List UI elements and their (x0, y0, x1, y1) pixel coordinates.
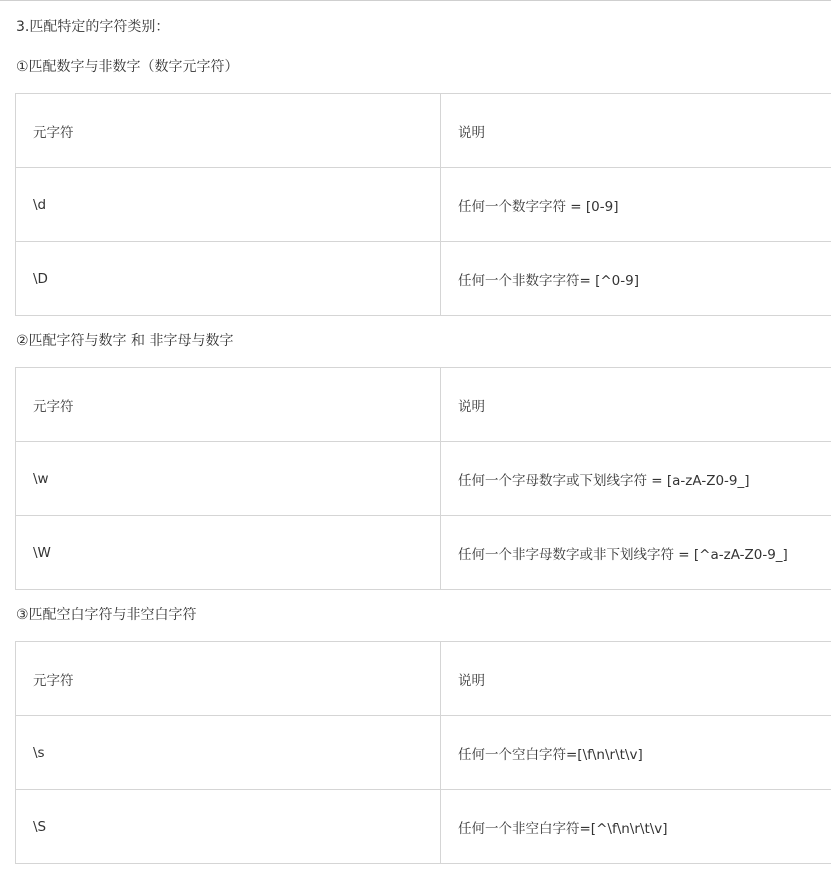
metachar-cell: \S (16, 790, 441, 864)
metachar-cell: \d (16, 168, 441, 242)
column-header-description: 说明 (441, 368, 831, 442)
table-header-row (16, 642, 831, 716)
table-row (16, 790, 831, 864)
group-heading-word-chars: ②匹配字符与数字 和 非字母与数字 (16, 333, 234, 349)
column-header-description: 说明 (441, 642, 831, 716)
metachar-cell: \W (16, 516, 441, 590)
group-heading-digits: ①匹配数字与非数字（数字元字符） (16, 59, 239, 75)
description-cell: 任何一个字母数字或下划线字符 = [a-zA-Z0-9_] (441, 442, 831, 516)
table-header-row (16, 368, 831, 442)
metachar-cell: \D (16, 242, 441, 316)
whitespace-table (15, 641, 831, 864)
table-header-row (16, 94, 831, 168)
top-divider (0, 0, 831, 1)
group-heading-whitespace: ③匹配空白字符与非空白字符 (16, 607, 197, 623)
metachar-cell: \w (16, 442, 441, 516)
column-header-description: 说明 (441, 94, 831, 168)
description-cell: 任何一个非数字字符= [^0-9] (441, 242, 831, 316)
description-cell: 任何一个非字母数字或非下划线字符 = [^a-zA-Z0-9_] (441, 516, 831, 590)
column-header-metachar: 元字符 (16, 368, 441, 442)
metachar-cell: \s (16, 716, 441, 790)
column-header-metachar: 元字符 (16, 94, 441, 168)
column-header-metachar: 元字符 (16, 642, 441, 716)
description-cell: 任何一个非空白字符=[^\f\n\r\t\v] (441, 790, 831, 864)
table-row (16, 168, 831, 242)
table-row (16, 242, 831, 316)
table-row (16, 442, 831, 516)
digits-table (15, 93, 831, 316)
description-cell: 任何一个数字字符 = [0-9] (441, 168, 831, 242)
table-row (16, 516, 831, 590)
description-cell: 任何一个空白字符=[\f\n\r\t\v] (441, 716, 831, 790)
table-row (16, 716, 831, 790)
word-chars-table (15, 367, 831, 590)
section-title: 3.匹配特定的字符类别： (16, 19, 170, 35)
